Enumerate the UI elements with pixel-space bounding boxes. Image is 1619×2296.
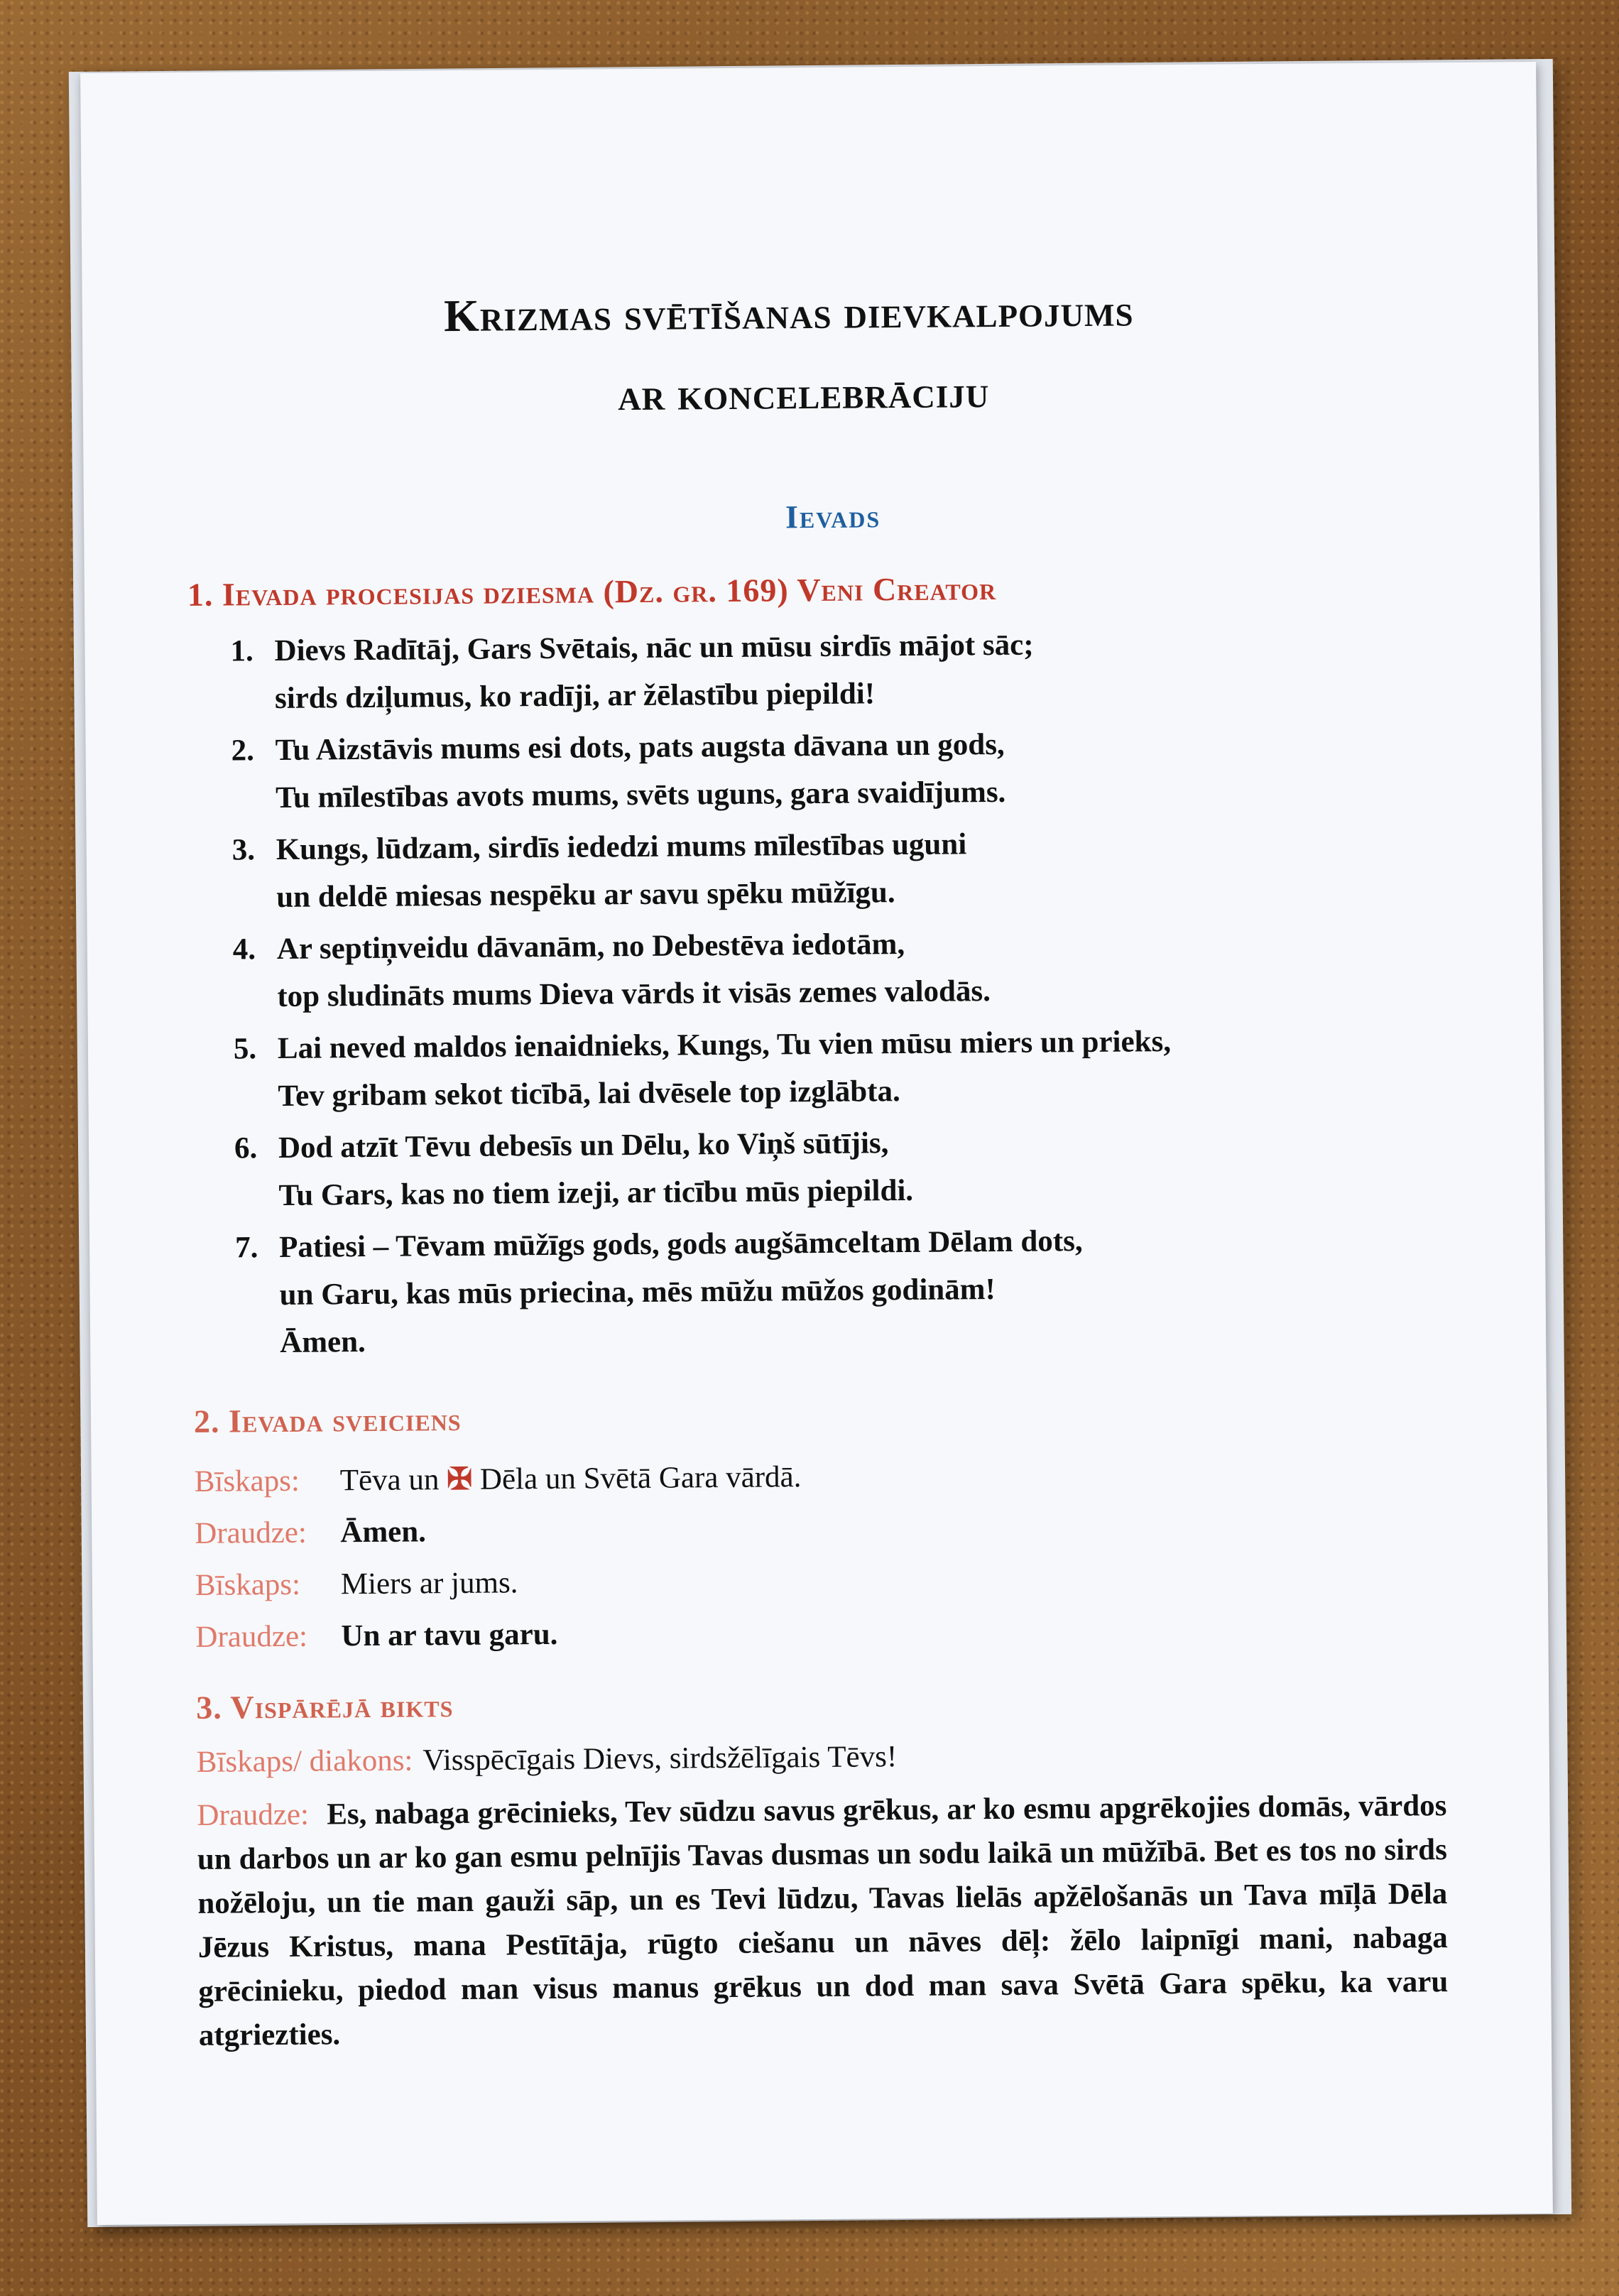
document-title <box>185 276 1436 431</box>
verse-line: Patiesi – Tēvam mūžīgs gods, gods augšāmceltam Dēlam dots, <box>278 1224 1083 1264</box>
verse-line: Ar septiņveidu dāvanām, no Debestēva iedotām, <box>276 927 905 966</box>
verse-line: Tu Aizstāvis mums esi dots, pats augsta dāvana un gods, <box>275 727 1005 767</box>
confession-text: Es, nabaga grēcinieks, Tev sūdzu savus grēkus, ar ko esmu apgrēkojies domās, vārdos un darbos un ar ko gan esmu pelnījis Tavas dusmas un sodu laikā un mūžībā. Bet es tos no sirds nožēloju, un tie man gauži sāp, un es Tevi lūdzu, Tavas lielās apžēlošanās un Tava mīļā Dēla Jēzus Kristus, mana Pestītāja, rūgto ciešanu un nāves dēļ: žēlo laipnīgi mani, nabaga grēcinieku, piedod man visus manus grēkus un dod man sava Svētā Gara spēku, ka varu atgriezties. <box>197 1788 1449 2052</box>
cross-icon: ✠ <box>446 1462 473 1496</box>
part3-heading: 3. Vispārējā bikts <box>196 1687 454 1726</box>
confession-paragraph <box>197 1784 1449 2058</box>
title-line-2: ar koncelebrāciju <box>617 366 990 420</box>
verse-number: 3. <box>231 832 256 867</box>
dialog-row <box>195 1498 1445 1560</box>
verse-number: 6. <box>234 1131 258 1165</box>
hymn-verse <box>234 1115 1442 1219</box>
hymn-verses <box>187 618 1443 1367</box>
hymn-verse <box>231 717 1439 822</box>
dialog-row <box>195 1550 1446 1611</box>
page-content <box>185 276 1449 2057</box>
verse-line: Tev gribam sekot ticībā, lai dvēsele top izglābta. <box>278 1074 900 1113</box>
hymn-verse <box>235 1214 1444 1366</box>
verse-line: un Garu, kas mūs priecina, mēs mūžu mūžos godinām! <box>279 1272 996 1312</box>
verse-line: Kungs, lūdzam, sirdīs iededzi mums mīlestības uguni <box>276 827 967 866</box>
verse-line: sirds dziļumus, ko radīji, ar žēlastību piepildi! <box>274 676 876 715</box>
verse-line: Tu mīlestības avots mums, svēts uguns, gara svaidījums. <box>275 775 1006 815</box>
spoken-text: Āmen. <box>340 1514 427 1549</box>
title-line-1: Krizmas svētīšanas dievkalpojums <box>443 285 1134 342</box>
verse-number: 5. <box>233 1031 257 1066</box>
greeting-dialog <box>194 1446 1445 1663</box>
verse-line: Lai neved maldos ienaidnieks, Kungs, Tu vien mūsu miers un prieks, <box>277 1024 1172 1065</box>
spoken-text: Miers ar jums. <box>340 1565 518 1601</box>
hymn-verse <box>234 1016 1441 1120</box>
verse-line: top sludināts mums Dieva vārds it visās zemes valodās. <box>277 974 991 1013</box>
part2-heading: 2. Ievada sveiciens <box>193 1400 462 1440</box>
spoken-text <box>339 1451 801 1506</box>
verse-number: 4. <box>232 932 256 967</box>
hymn-verse <box>230 618 1438 722</box>
verse-number: 2. <box>231 733 255 768</box>
part1-heading: 1. Ievada procesijas dziesma (Dz. gr. 169) Veni Creator <box>187 570 997 613</box>
spoken-text: Un ar tavu garu. <box>341 1617 558 1653</box>
spoken-text: Visspēcīgais Dievs, sirdsžēlīgais Tēvs! <box>423 1739 898 1777</box>
verse-line: Tu Gars, kas no tiem izeji, ar ticību mūs piepildi. <box>278 1173 914 1212</box>
hymn-verse <box>233 916 1441 1021</box>
hymn-verse <box>231 817 1439 921</box>
speaker-role: Bīskaps: <box>195 1567 301 1602</box>
spoken-text-before: Tēva un <box>339 1462 440 1497</box>
dialog-row <box>197 1726 1447 1788</box>
speaker-role: Draudze: <box>195 1619 308 1654</box>
speaker-role: Bīskaps: <box>194 1464 300 1498</box>
booklet-page <box>80 62 1553 2225</box>
verse-line: Dievs Radītāj, Gars Svētais, nāc un mūsu sirdīs mājot sāc; <box>274 628 1034 668</box>
speaker-role: Bīskaps/ diakons: <box>196 1743 413 1779</box>
verse-line: Āmen. <box>279 1324 366 1359</box>
verse-line: Dod atzīt Tēvu debesīs un Dēlu, ko Viņš sūtījis, <box>278 1126 889 1165</box>
spoken-text-after: Dēla un Svētā Gara vārdā. <box>479 1459 802 1496</box>
speaker-role: Draudze: <box>197 1797 310 1832</box>
dialog-row <box>194 1446 1444 1508</box>
speaker-role: Draudze: <box>195 1516 307 1550</box>
verse-line: un deldē miesas nespēku ar savu spēku mūžīgu. <box>276 875 895 914</box>
section-title: Ievads <box>785 497 881 535</box>
verse-number: 7. <box>234 1230 258 1265</box>
verse-number: 1. <box>230 633 254 668</box>
dialog-row <box>195 1601 1446 1663</box>
